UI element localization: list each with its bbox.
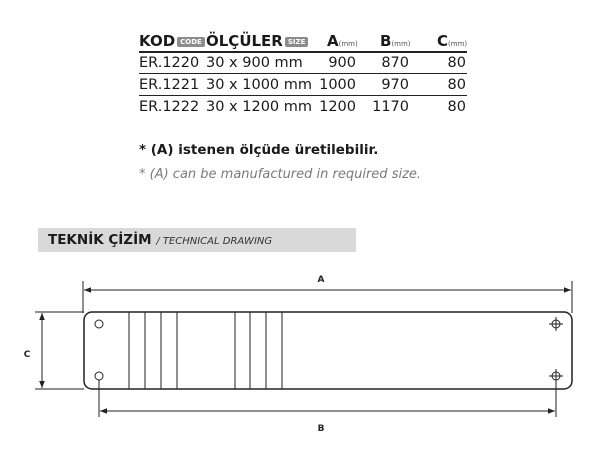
plate-outline	[84, 312, 572, 389]
row1-b: 870	[381, 55, 409, 71]
row3-size: 30 x 1200 mm	[206, 99, 313, 115]
row2-b: 970	[381, 77, 409, 93]
note-english: * (A) can be manufactured in required size.	[139, 167, 422, 182]
row1-size: 30 x 900 mm	[206, 55, 303, 71]
row3-b: 1170	[372, 99, 409, 115]
row3-code: ER.1222	[139, 99, 200, 115]
size-badge: SIZE	[285, 37, 309, 47]
header-b: B(mm)	[380, 32, 411, 50]
section-subtitle: / TECHNICAL DRAWING	[156, 236, 273, 247]
row2-a: 1000	[319, 77, 356, 93]
header-c: C(mm)	[437, 32, 468, 50]
mounting-hole	[95, 320, 103, 328]
header-a: A(mm)	[327, 32, 358, 50]
dimension-label-a: A	[317, 275, 325, 285]
row2-code: ER.1221	[139, 77, 200, 93]
section-title: TEKNİK ÇİZİM / TECHNICAL DRAWING	[48, 232, 273, 248]
header-code: KOD CODE	[139, 32, 205, 50]
dimension-label-c: C	[23, 350, 31, 360]
row3-c: 80	[447, 99, 466, 115]
row2-size: 30 x 1000 mm	[206, 77, 313, 93]
row2-c: 80	[447, 77, 466, 93]
code-badge: CODE	[177, 37, 205, 47]
row1-a: 900	[328, 55, 356, 71]
row3-a: 1200	[319, 99, 356, 115]
header-size: ÖLÇÜLER SIZE	[206, 32, 308, 50]
row1-code: ER.1220	[139, 55, 200, 71]
mounting-hole	[95, 372, 103, 380]
dimension-label-b: B	[317, 424, 325, 434]
note-turkish: * (A) istenen ölçüde üretilebilir.	[139, 142, 379, 158]
row1-c: 80	[447, 55, 466, 71]
